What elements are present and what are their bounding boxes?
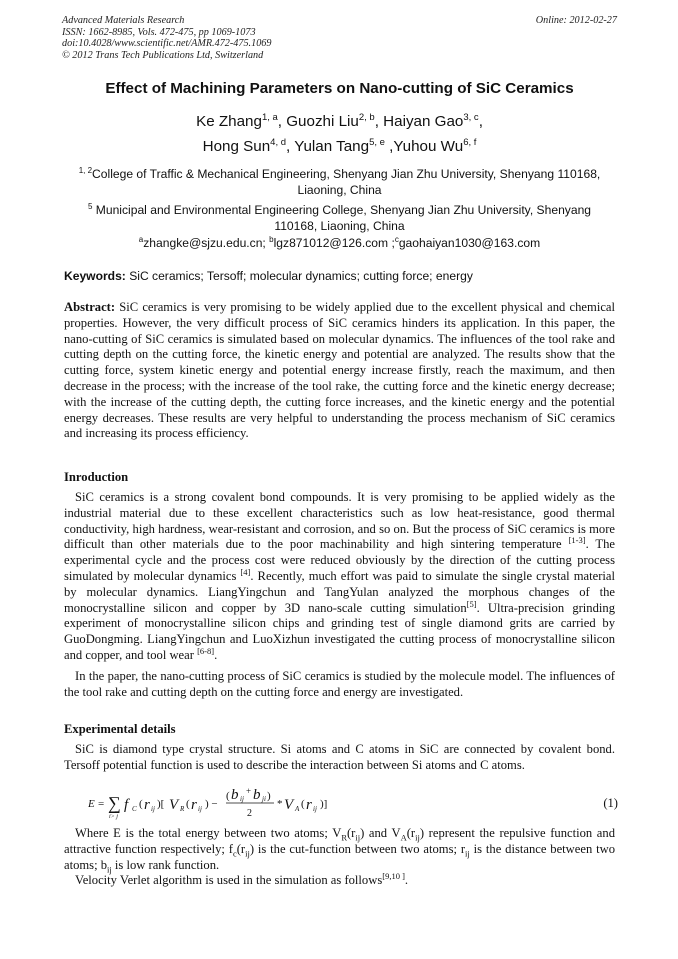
subscript: ij <box>355 832 361 843</box>
body-text: is the distance between two atoms; b <box>64 841 615 872</box>
svg-text:ij: ij <box>151 805 155 813</box>
author-affil-mark: 5, e <box>369 137 385 148</box>
author-affil-mark: 2, b <box>358 112 375 123</box>
body-text: Where E is the total energy between two atoms; V <box>75 826 342 840</box>
subscript: A <box>400 832 407 843</box>
author-name: ,Yuhou Wu <box>384 138 464 156</box>
experimental-paragraph-2 <box>64 826 615 873</box>
abstract-label: Abstract: <box>64 300 116 314</box>
svg-text:)]: )] <box>320 798 328 810</box>
doi-line: doi:10.4028/www.scientific.net/AMR.472-475.1069 <box>62 38 272 49</box>
equation-graphic <box>88 782 418 822</box>
svg-text:ij: ij <box>313 805 317 813</box>
body-text: ) is the cut-function between two atoms; r <box>249 841 466 856</box>
svg-text:V: V <box>169 797 179 813</box>
body-text: is low rank function. <box>111 857 220 872</box>
paper-title: Effect of Machining Parameters on Nano-cutting of SiC Ceramics <box>105 80 574 97</box>
svg-text:A: A <box>295 805 300 813</box>
svg-text:ij: ij <box>240 795 244 803</box>
subscript: ij <box>245 848 250 859</box>
email-mark: a <box>138 235 144 244</box>
svg-text:V: V <box>284 797 294 813</box>
author-separator: , <box>478 113 483 131</box>
subscript: c <box>232 848 237 859</box>
issn-line: ISSN: 1662-8985, Vols. 472-475, pp 1069-1073 <box>62 26 256 38</box>
svg-text:)[: )[ <box>157 798 165 810</box>
author-name: , Guozhi Liu <box>277 113 359 131</box>
svg-text:i> j: i> j <box>109 814 118 820</box>
affiliation-mark: 5 <box>87 202 93 211</box>
running-header <box>62 15 617 61</box>
abstract-text: SiC ceramics is very promising to be widely applied due to the excellent physical and chemical properties. However, the very difficult process of SiC ceramics hinders its application. In this paper, the nano-cutting of SiC ceramics is simulated based on molecular dynamics. The influences of the tool rake and cutting depth on the cutting force, the kinetic energy and potential are analyzed. The results show that the cutting force, system kinetic energy and potential energy increase firstly, reach the maximum, and then decrease in the process; with the increase of the tool rake, the cutting force and the kinetic energy decrease; with the increase of the cutting depth, the cutting force increases, and the kinetic energy and the potential energy decreases. These results are very helpful to understanding the process mechanism of SiC ceramics and increasing its process efficiency. <box>64 300 615 441</box>
email-mark: c <box>394 235 399 244</box>
copyright-line: © 2012 Trans Tech Publications Ltd, Switzerland <box>62 49 264 61</box>
body-text: SiC ceramics is a strong covalent bond compounds. It is very promising to be applied widely as the industrial material due to these excellent characteristics such as low heat-resistance, good thermal conductivity, high hardness, wear-resistant and corrosion, and so on. But the process of SiC ceramics is more difficult than other materials due to the poor machinability and high sintering temperature <box>64 490 615 552</box>
email-link[interactable]: lgz871012@126.com ; <box>273 236 395 251</box>
section-heading-introduction: Inroduction <box>64 470 129 484</box>
author-affil-mark: 4, d <box>270 137 287 148</box>
svg-text:) −: ) − <box>205 798 218 810</box>
citation: [4] <box>240 566 251 577</box>
author-affil-mark: 3, c <box>463 112 479 123</box>
equation-number: (1) <box>603 796 618 810</box>
citation: [5] <box>466 598 477 609</box>
email-link[interactable]: gaohaiyan1030@163.com <box>398 236 541 251</box>
svg-text:(: ( <box>186 798 190 810</box>
affiliation-1 <box>62 163 617 198</box>
svg-text:r: r <box>191 797 197 813</box>
svg-text:(: ( <box>301 798 305 810</box>
affiliation-text: College of Traffic & Mechanical Engineering, Shenyang Jian Zhu University, Shenyang 110168, <box>92 167 601 182</box>
experimental-paragraph-3 <box>64 870 615 889</box>
journal-name: Advanced Materials Research <box>62 15 185 26</box>
body-text: . <box>404 873 409 887</box>
citation: [1-3] <box>568 535 586 546</box>
svg-text:=: = <box>98 798 105 810</box>
equation-1 <box>88 782 618 822</box>
svg-text:(: ( <box>226 790 230 802</box>
body-text: . The experimental cycle and the process cost were reduced obviously by the direction of the cutting process simulated by molecular dynamics <box>64 537 615 583</box>
svg-text:∑: ∑ <box>108 793 121 813</box>
author-name: Ke Zhang <box>196 113 262 131</box>
svg-text:*: * <box>277 798 283 810</box>
intro-paragraph-1 <box>64 490 615 664</box>
svg-text:(: ( <box>139 798 143 810</box>
citation: [6-8] <box>197 645 215 656</box>
svg-text:ij: ij <box>198 805 202 813</box>
email-mark: b <box>269 235 274 244</box>
affiliation-text: Municipal and Environmental Engineering College, Shenyang Jian Zhu University, Shenyang <box>92 203 592 218</box>
body-text: . Recently, much effort was paid to simulate the single crystal material by molecular dynamics. LiangYingchun and TangYulan analyzed the morphous changes of the monocrystalline silicon and copper by 3D nano-scale cutting simulation <box>64 568 615 615</box>
affiliation-mark: 1, 2 <box>78 166 93 175</box>
experimental-paragraph-1: SiC is diamond type crystal structure. Si atoms and C atoms in SiC are connected by covalent bond. Tersoff potential function is used to describe the interaction between Si atoms and C atoms. <box>64 742 615 772</box>
svg-text:b: b <box>253 787 261 803</box>
author-affil-mark: 1, a <box>261 112 278 123</box>
body-text: ) represent the repulsive function and attractive function respectively; f <box>64 826 615 856</box>
citation: [9,10 ] <box>382 870 405 881</box>
svg-text:): ) <box>267 790 271 802</box>
svg-text:b: b <box>231 787 239 803</box>
author-name: , Yulan Tang <box>286 138 370 156</box>
body-text: . Ultra-precision grinding experiment of monocrystalline silicon chips and grinding test of single diamond grits are carried by GuoDongming. LiangYingchun and LuoXizhun investigated the cutting process of monocrystalline silicon and copper, and tool wear <box>64 600 615 662</box>
intro-paragraph-2: In the paper, the nano-cutting process of SiC ceramics is studied by the molecule model. The influences of the tool rake and cutting depth on the cutting force and energy are investigated. <box>64 669 615 699</box>
author-line-2 <box>62 137 617 155</box>
svg-text:r: r <box>306 797 312 813</box>
affiliation-text: 110168, Liaoning, China <box>274 218 405 233</box>
abstract <box>64 300 615 442</box>
author-emails <box>62 235 617 250</box>
subscript: ij <box>465 848 470 859</box>
author-line-1 <box>62 112 617 130</box>
subscript: ij <box>415 832 420 843</box>
svg-text:C: C <box>132 805 137 813</box>
affiliation-text: Liaoning, China <box>297 182 382 197</box>
body-text: . <box>214 647 218 662</box>
svg-text:+: + <box>246 786 252 796</box>
body-text: (r <box>346 826 356 840</box>
keywords-text: SiC ceramics; Tersoff; molecular dynamics; cutting force; energy <box>125 269 473 283</box>
keywords <box>64 269 617 283</box>
online-date: Online: 2012-02-27 <box>535 15 617 26</box>
author-name: Hong Sun <box>202 138 271 156</box>
body-text: (r <box>236 841 246 856</box>
svg-text:R: R <box>180 805 185 813</box>
subscript: ij <box>107 864 112 875</box>
body-text: (r <box>406 826 416 840</box>
author-name: , Haiyan Gao <box>374 113 464 131</box>
svg-text:E: E <box>88 798 95 810</box>
svg-text:r: r <box>144 797 150 813</box>
svg-text:f: f <box>124 797 129 813</box>
body-text: Velocity Verlet algorithm is used in the simulation as follows <box>75 873 383 887</box>
section-heading-experimental: Experimental details <box>64 722 176 736</box>
author-affil-mark: 6, f <box>463 137 477 148</box>
svg-text:ji: ji <box>262 795 266 803</box>
subscript: R <box>341 832 347 843</box>
svg-text:2: 2 <box>247 808 252 819</box>
email-link[interactable]: zhangke@sjzu.edu.cn; <box>143 236 270 251</box>
keywords-label: Keywords: <box>64 269 126 283</box>
affiliation-2 <box>62 199 617 234</box>
body-text: ) and V <box>360 826 401 840</box>
